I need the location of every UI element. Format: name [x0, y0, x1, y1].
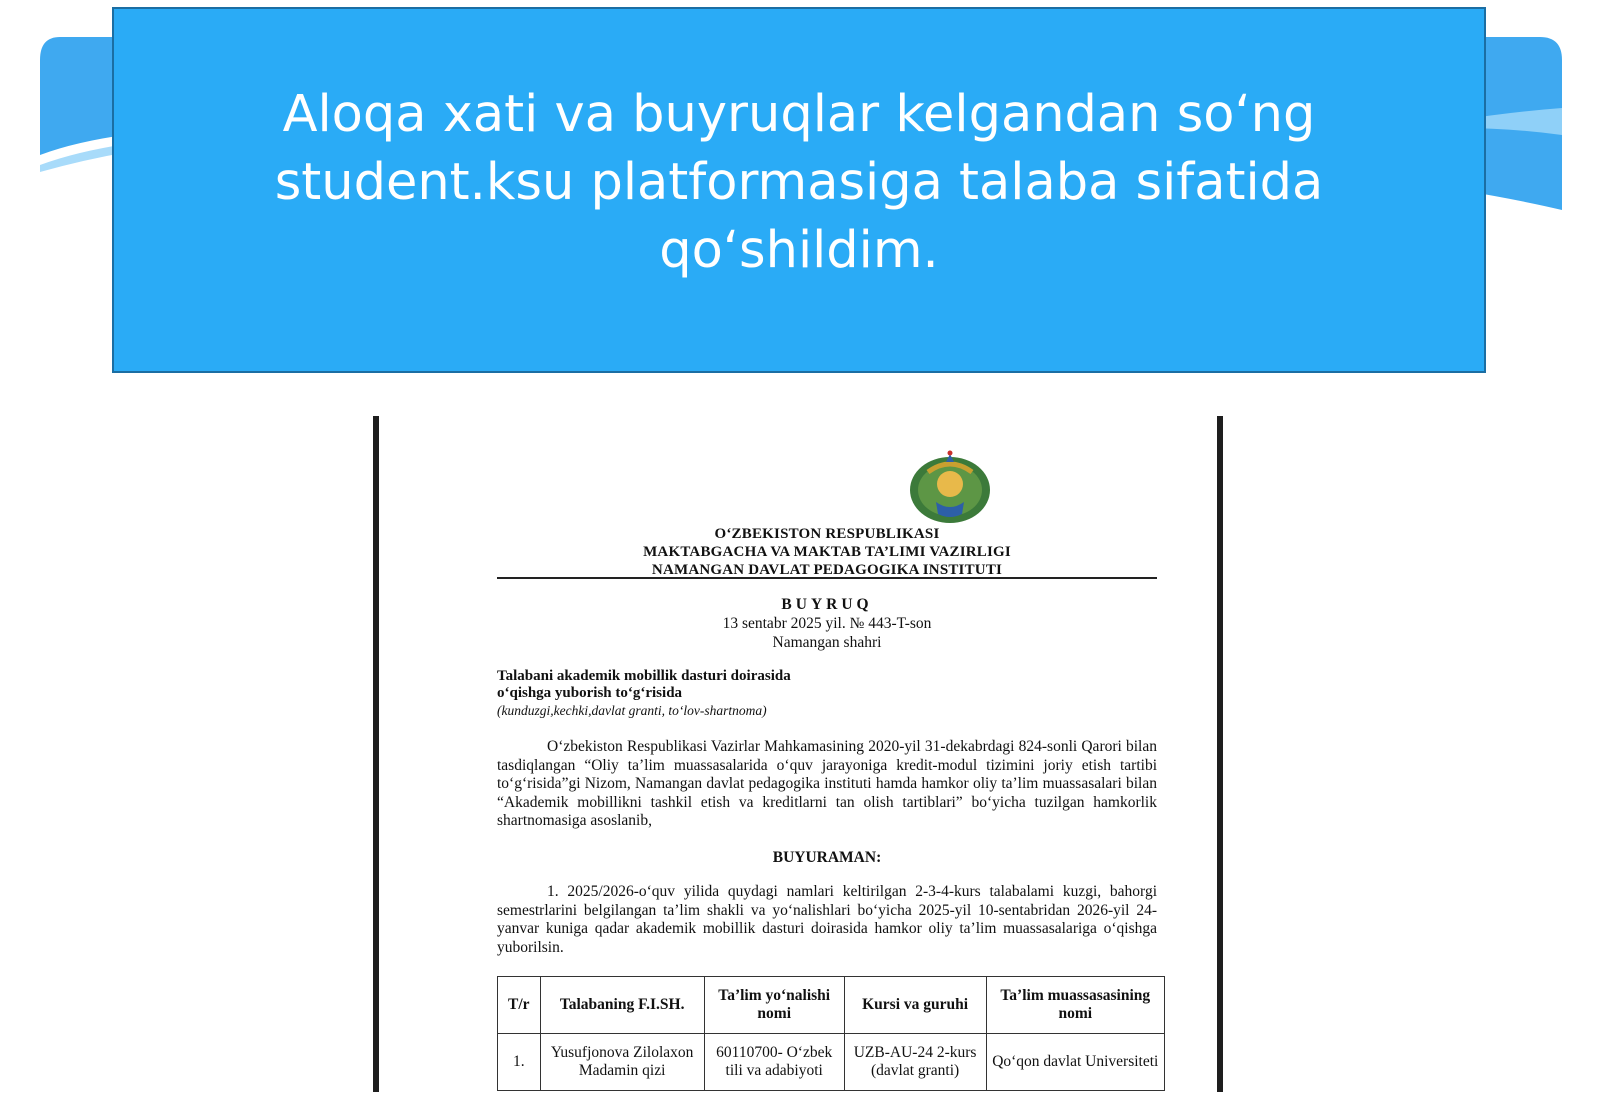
table-header-cell: Ta’lim yo‘nalishi nomi — [704, 977, 844, 1034]
slide-title: Aloqa xati va buyruqlar kelgandan so‘ng student.ksu platformasiga talaba sifatida qo‘shildim. — [274, 85, 1324, 280]
header-line: NAMANGAN DAVLAT PEDAGOGIKA INSTITUTI — [651, 562, 1003, 578]
table-header-cell: Kursi va guruhi — [844, 977, 986, 1034]
students-table — [497, 976, 1165, 1091]
table-cell: Yusufjonova Zilolaxon Madamin qizi — [540, 1034, 704, 1091]
table-cell: Qo‘qon davlat Universiteti — [986, 1034, 1164, 1091]
table-cell: 1. — [498, 1034, 541, 1091]
table-header-cell: Ta’lim muassasasining nomi — [986, 977, 1164, 1034]
header-line: MAKTABGACHA VA MAKTAB TA’LIMI VAZIRLIGI — [643, 544, 1011, 560]
header-divider — [497, 577, 1157, 579]
table-header-cell: Talabaning F.I.SH. — [540, 977, 704, 1034]
order-heading — [497, 595, 1157, 652]
order-title: BUYRUQ — [781, 596, 873, 613]
document-header — [497, 525, 1157, 579]
slide-title-box — [112, 7, 1486, 373]
buyuraman-heading: BUYURAMAN: — [772, 849, 882, 866]
order-city: Namangan shahri — [772, 634, 882, 651]
order-clause-1: 1. 2025/2026-o‘quv yilida quydagi namlari keltirilgan 2-3-4-kurs talabalami kuzgi, bahorgi semestrlarini belgilangan ta’lim shakli va yo‘nalishlari bo‘yicha 2025-yil 10-sentabridan 2026-yil 24-yanvar kuniga qadar akademik mobillik dasturi doirasida hamkor oliy ta’lim muassasalariga o‘qishga yuborilsin. — [497, 883, 1157, 956]
preamble-paragraph: O‘zbekiston Respublikasi Vazirlar Mahkamasining 2020-yil 31-dekabrdagi 824-sonli Qarori bilan tasdiqlangan “Oliy ta’lim muassasalarida o‘quv jarayoniga kredit-modul tizimini joriy etish tartibi to‘g‘risida”gi Nizom, Namangan davlat pedagogika instituti hamda hamkor oliy ta’lim muassasalari bilan “Akademik mobillikni tashkil etish va kreditlarni tan olish tartiblari” bo‘yicha tuzilgan hamkorlik shartnomasiga asoslanib, — [497, 738, 1157, 830]
table-cell: 60110700- O‘zbek tili va adabiyoti — [704, 1034, 844, 1091]
table-header-cell: T/r — [498, 977, 541, 1034]
header-line: O‘ZBEKISTON RESPUBLIKASI — [714, 526, 940, 542]
subject-line: Talabani akademik mobillik dasturi doirasida — [497, 668, 791, 684]
table-header-row — [498, 977, 1165, 1034]
table-row — [498, 1034, 1165, 1091]
table-cell: UZB-AU-24 2-kurs (davlat granti) — [844, 1034, 986, 1091]
state-emblem-icon — [906, 450, 994, 524]
order-subject — [497, 668, 997, 719]
order-document-image — [373, 416, 1223, 1092]
subject-note: (kunduzgi,kechki,davlat granti, to‘lov-shartnoma) — [497, 703, 767, 718]
order-date-number: 13 sentabr 2025 yil. № 443-T-son — [722, 615, 932, 632]
subject-line: o‘qishga yuborish to‘g‘risida — [497, 685, 683, 701]
